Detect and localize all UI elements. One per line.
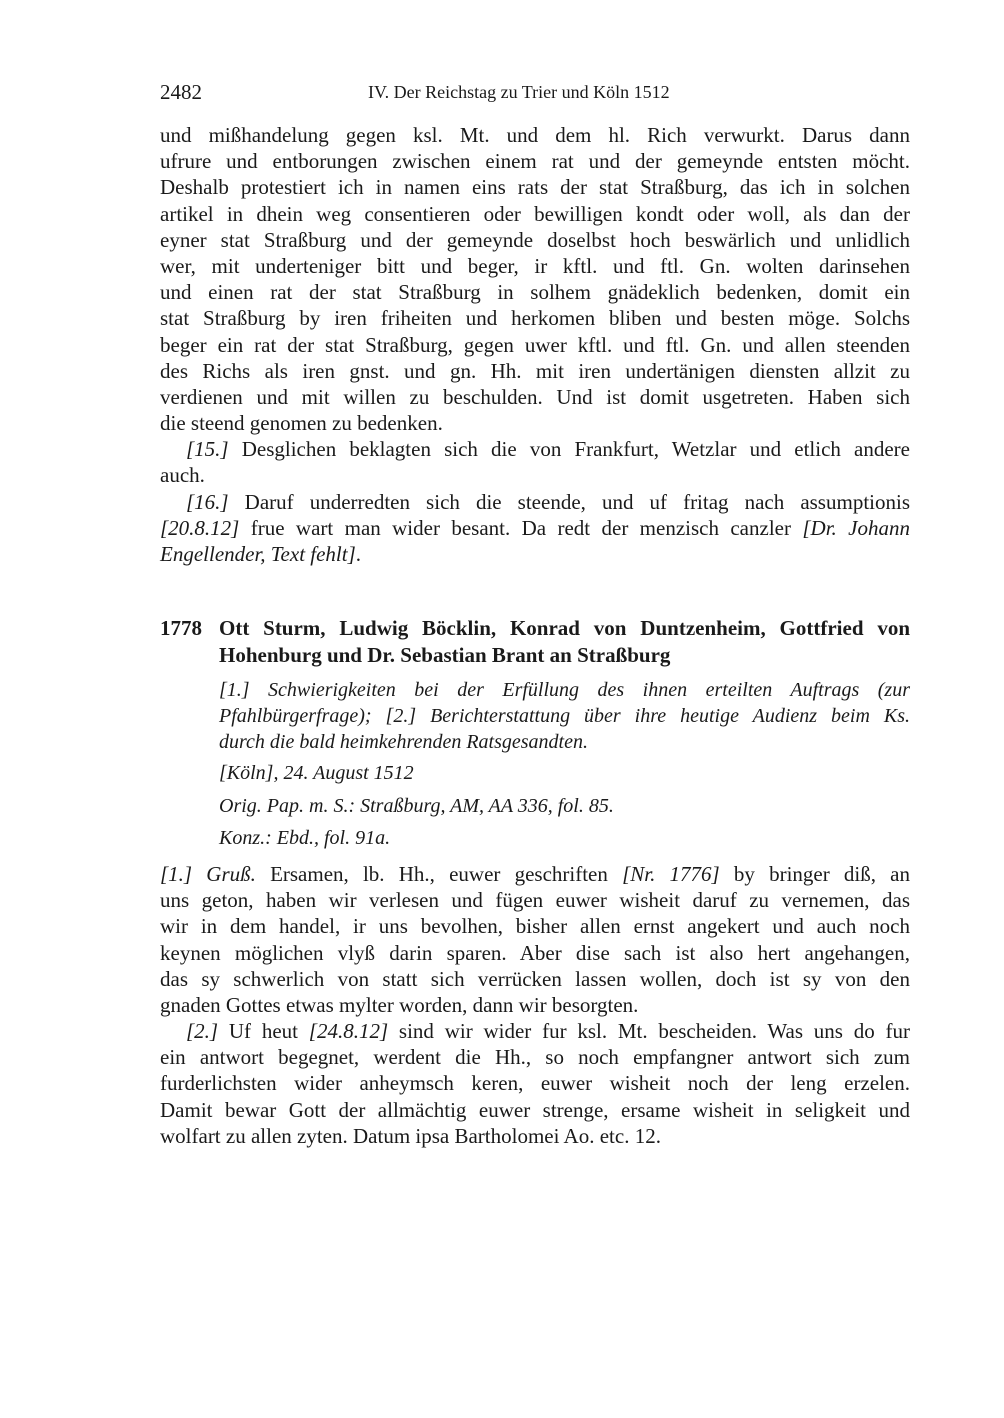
text-line: die steend genomen zu bedenken. xyxy=(160,411,443,436)
text-line: [1.] Gruß. Ersamen, lb. Hh., euwer geschriften [Nr. 1776] by bringer diß, an xyxy=(160,862,910,886)
regest-line: Pfahlbürgerfrage); [2.] Berichterstattung über ihre heutige Audienz beim Ks. xyxy=(219,705,910,727)
previous-document-paragraph-15 xyxy=(160,436,910,488)
document-regest xyxy=(219,677,910,755)
editorial-date: [24.8.12] xyxy=(308,1019,389,1043)
editorial-note: Engellender, Text fehlt] xyxy=(160,542,356,567)
text-line: beger ein rat der stat Straßburg, gegen uwer kftl. und ftl. Gn. und allen steenden xyxy=(160,332,910,357)
text-line: ufrure und entborungen zwischen einem rat und der gemeynde entsten möcht. xyxy=(160,149,910,174)
text-line: uns geton, haben wir verlesen und fügen euwer wisheit daruf zu vernemen, das xyxy=(160,888,910,913)
source-draft: Konz.: Ebd., fol. 91a. xyxy=(219,827,391,849)
letter-paragraph-1 xyxy=(160,861,910,1018)
text-line: das sy schwerlich von statt sich verrücken lassen wollen, doch ist sy von den xyxy=(160,966,910,991)
previous-document-paragraph-14 xyxy=(160,122,910,436)
cross-reference: [Nr. 1776] xyxy=(622,862,720,886)
letter-paragraph-2 xyxy=(160,1018,910,1149)
text-line: stat Straßburg by iren friheiten und herkomen bliben und besten möge. Solchs xyxy=(160,306,910,331)
text-line: [2.] Uf heut [24.8.12] sind wir wider fur ksl. Mt. bescheiden. Was uns do fur xyxy=(186,1019,910,1043)
text-line: und mißhandelung gegen ksl. Mt. und dem hl. Rich verwurkt. Darus dann xyxy=(160,123,910,147)
title-line: Ott Sturm, Ludwig Böcklin, Konrad von Duntzenheim, Gottfried von xyxy=(219,616,910,640)
text-line: Engellender, Text fehlt]. xyxy=(160,542,362,567)
text-line: [15.] Desglichen beklagten sich die von Frankfurt, Wetzlar und etlich andere xyxy=(186,437,910,461)
paragraph-marker: [1.] Gruß. xyxy=(160,862,256,886)
text-line: wir in dem handel, ir uns bevolhen, bisher allen ernst angekert und auch noch xyxy=(160,914,910,939)
paragraph-marker: [16.] xyxy=(186,490,229,514)
editorial-date: [20.8.12] xyxy=(160,516,240,541)
text-line: und einen rat der stat Straßburg in solhem gnädeklich bedenken, domit ein xyxy=(160,280,910,305)
text-line: wolfart zu allen zyten. Datum ipsa Bartholomei Ao. etc. 12. xyxy=(160,1123,661,1148)
page-number: 2482 xyxy=(160,80,202,104)
text-line: Deshalb protestiert ich in namen eins rats der stat Straßburg, das ich in solchen xyxy=(160,175,910,200)
text-line: furderlichsten wider anheymsch keren, euwer wisheit noch der leng erzelen. xyxy=(160,1071,910,1096)
document-number: 1778 xyxy=(160,616,202,640)
page-header xyxy=(160,80,910,106)
text-line: auch. xyxy=(160,463,205,488)
previous-document-paragraph-16 xyxy=(160,489,910,568)
place-date: [Köln], 24. August 1512 xyxy=(219,762,414,784)
running-title: IV. Der Reichstag zu Trier und Köln 1512 xyxy=(368,82,670,102)
text-line: ein antwort begegnet, werdent die Hh., so noch empfangner antwort sich zum xyxy=(160,1045,910,1070)
regest-line: [1.] Schwierigkeiten bei der Erfüllung des ihnen erteilten Auftrags (zur xyxy=(219,679,910,701)
source-original: Orig. Pap. m. S.: Straßburg, AM, AA 336, fol. 85. xyxy=(219,795,614,817)
text-line: gnaden Gottes etwas mylter worden, dann wir besorgten. xyxy=(160,992,639,1017)
text-line: eyner stat Straßburg und der gemeynde doselbst hoch beswärlich und unlidlich xyxy=(160,227,910,252)
text-line: Damit bewar Gott der allmächtig euwer strenge, ersame wisheit in seligkeit und xyxy=(160,1097,910,1122)
paragraph-marker: [2.] xyxy=(186,1019,219,1043)
regest-line: durch die bald heimkehrenden Ratsgesandten. xyxy=(219,731,588,753)
text-line: [16.] Daruf underredten sich die steende, und uf fritag nach assumptionis xyxy=(186,490,910,514)
title-line: Hohenburg und Dr. Sebastian Brant an Straßburg xyxy=(219,643,671,667)
text-line: keynen möglichen vlyß darin sparen. Aber dise sach ist also hert angehangen, xyxy=(160,940,910,965)
text-line: artikel in dhein weg consentieren oder bewilligen kondt oder woll, als dan der xyxy=(160,201,910,226)
document-title xyxy=(219,615,910,669)
text-line: wer, mit underteniger bitt und beger, ir kftl. und ftl. Gn. wolten darinsehen xyxy=(160,253,910,278)
paragraph-marker: [15.] xyxy=(186,437,229,461)
text-line: des Richs als iren gnst. und gn. Hh. mit iren undertänigen diensten allzit zu xyxy=(160,358,910,383)
text-line: verdienen und mit willen zu beschulden. Und ist domit usgetreten. Haben sich xyxy=(160,384,910,409)
editorial-note: [Dr. Johann xyxy=(802,516,910,541)
text-line: [20.8.12] frue wart man wider besant. Da redt der menzisch canzler [Dr. Johann xyxy=(160,516,910,541)
